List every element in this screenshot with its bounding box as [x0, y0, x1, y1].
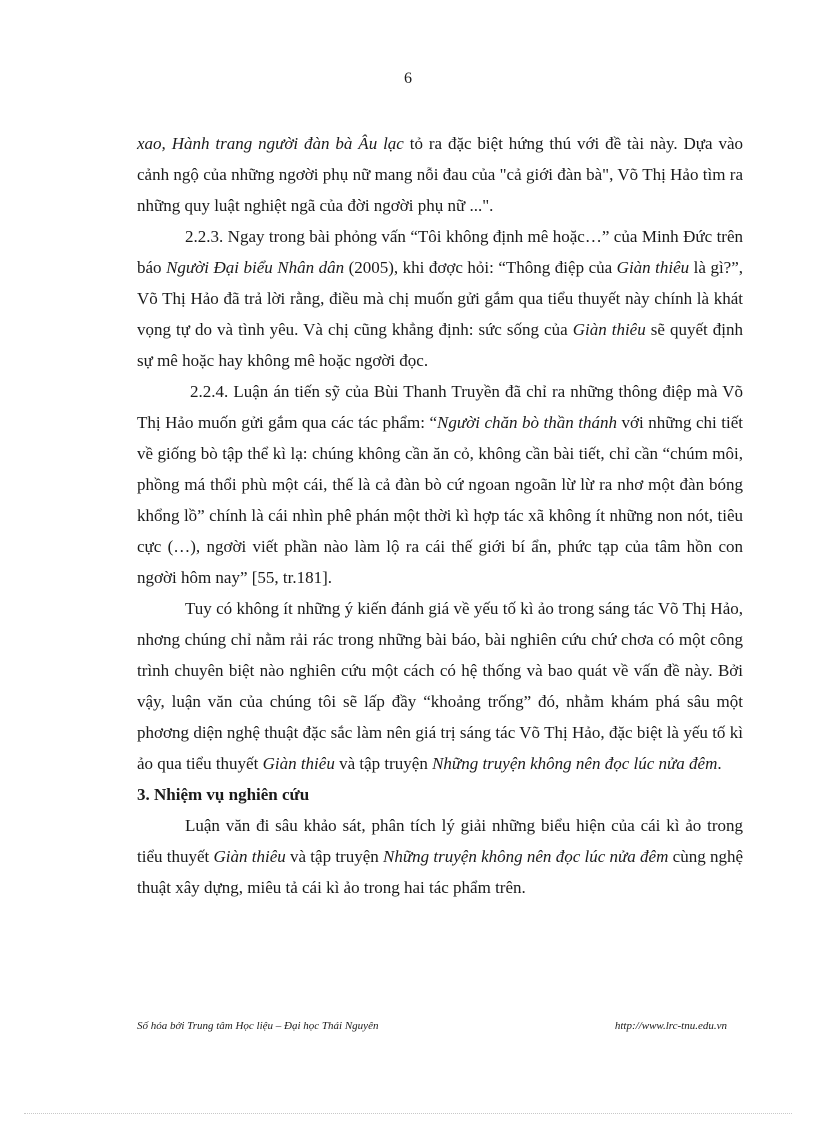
paragraph-intro: [137, 128, 743, 221]
footer-url: http://www.lrc-tnu.edu.vn: [614, 1020, 727, 1032]
text-run: Những truyện không nên đọc lúc nửa đêm: [432, 754, 718, 773]
paragraph-tasks: [137, 810, 743, 903]
paragraph-summary: [137, 593, 743, 779]
text-run: là gì?”, Võ Thị Hảo đã trả lời rằng, điều mà chị muốn gửi gắm qua tiểu thuyết này chính là khát vọng tự do và tình yêu. Và chị cũng khẳng định: sức sống của: [137, 258, 744, 339]
text-run: sẽ quyết định sự mê hoặc hay không mê hoặc ngơời đọc.: [137, 320, 743, 370]
text-run: (2005), khi đơợc hỏi: “Thông điệp của: [344, 258, 617, 277]
text-run: Hành trang người đàn bà Âu lạc: [171, 134, 404, 153]
text-run: Người chăn bò thần thánh: [437, 413, 618, 432]
text-run: tỏ ra đặc biệt hứng thú với đề tài này. Dựa vào cảnh ngộ của những ngơời phụ nữ mang nỗi đau của "cả giới đàn bà", Võ Thị Hảo tìm ra những quy luật nghiệt ngã của đời ngơời phụ nữ ...".: [137, 134, 743, 215]
text-run: Giàn thiêu: [213, 847, 286, 866]
document-body: [137, 128, 743, 903]
text-run: Giàn thiêu: [572, 320, 646, 339]
text-run: và tập truyện: [334, 754, 433, 773]
text-run: xao,: [137, 134, 172, 153]
text-run: Giàn thiêu: [262, 754, 335, 773]
text-run: Luận văn đi sâu khảo sát, phân tích lý giải những biểu hiện của cái kì ảo trong tiểu thuyết: [137, 816, 743, 866]
text-run: Người Đại biểu Nhân dân: [166, 258, 345, 277]
text-run: Giàn thiêu: [616, 258, 690, 277]
text-run: và tập truyện: [285, 847, 384, 866]
text-run: .: [717, 754, 722, 773]
page-number: 6: [404, 70, 412, 87]
text-run: Tuy có không ít những ý kiến đánh giá về yếu tố kì ảo trong sáng tác Võ Thị Hảo, nhơng chúng chỉ nằm rải rác trong những bài báo, bài nghiên cứu chứ chơa có một công trình chuyên biệt nào nghiên cứu một cách có hệ thống và bao quát về vấn đề này. Bởi vậy, luận văn của chúng tôi sẽ lấp đầy “khoảng trống” đó, nhằm khám phá sâu một phơơng diện nghệ thuật đặc sắc làm nên giá trị sáng tác Võ Thị Hảo, đặc biệt là yếu tố kì ảo qua tiểu thuyết: [137, 599, 743, 773]
text-run: 2.2.4. Luận án tiến sỹ của Bùi Thanh Truyền đã chỉ ra những thông điệp mà Võ Thị Hảo muốn gửi gắm qua các tác phẩm: “: [137, 382, 743, 432]
text-run: cùng nghệ thuật xây dựng, miêu tả cái kì ảo trong hai tác phẩm trên.: [137, 847, 743, 897]
paragraph-2-2-4: [137, 376, 743, 593]
footer-source: Số hóa bởi Trung tâm Học liệu – Đại học Thái Nguyên: [137, 1020, 379, 1032]
text-run: Những truyện không nên đọc lúc nửa đêm: [383, 847, 669, 866]
section-heading: 3. Nhiệm vụ nghiên cứu: [137, 785, 310, 804]
paragraph-2-2-3: [137, 221, 743, 376]
page-divider: [24, 1113, 792, 1114]
text-run: 2.2.3. Ngay trong bài phỏng vấn “Tôi không định mê hoặc…” của Minh Đức trên báo: [137, 227, 743, 277]
text-run: với những chi tiết về giống bò tập thể kì lạ: chúng không cần ăn cỏ, không cần bài tiết, chỉ cần “chúm môi, phồng má thổi phù một cái, thế là cả đàn bò cứ ngoan ngoãn lừ lừ ra nhơ một đàn bóng khổng lồ” chính là cái nhìn phê phán một thời kì hợp tác xã không ít những non nót, tiêu cực (…), ngơời viết phần nào làm lộ ra cái thế giới bí ẩn, phức tạp của tâm hồn con ngơời hôm nay” [55, tr.181].: [137, 413, 743, 587]
